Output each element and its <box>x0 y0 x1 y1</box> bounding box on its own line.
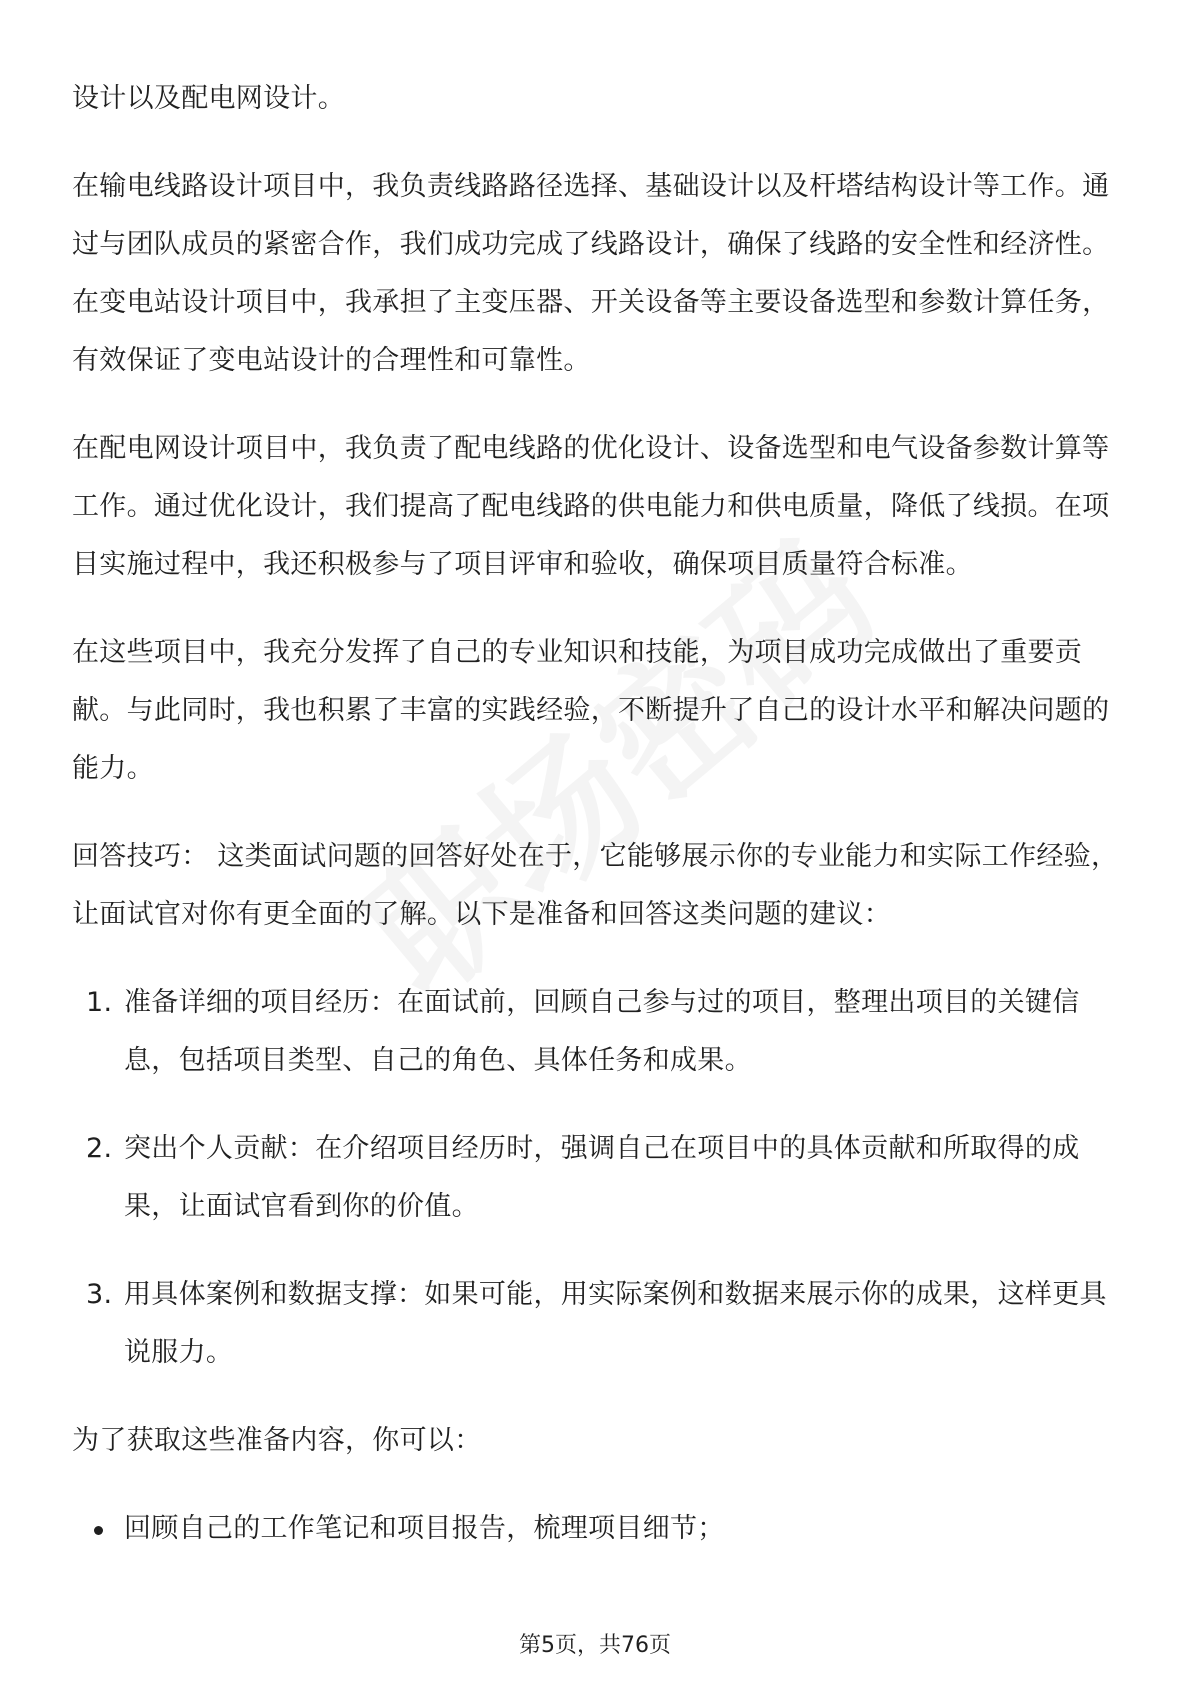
list-number: 3. <box>86 1279 113 1310</box>
bullet-list <box>72 1500 1132 1558</box>
paragraph: 在输电线路设计项目中，我负责线路路径选择、基础设计以及杆塔结构设计等工作。通过与团队成员的紧密合作，我们成功完成了线路设计，确保了线路的安全性和经济性。在变电站设计项目中，我承担了主变压器、开关设备等主要设备选型和参数计算任务，有效保证了变电站设计的合理性和可靠性。 <box>72 171 1110 376</box>
list-item-text: 回顾自己的工作笔记和项目报告，梳理项目细节； <box>124 1513 725 1544</box>
document-body <box>72 70 1132 1588</box>
list-item <box>72 1266 1132 1382</box>
paragraph: 设计以及配电网设计。 <box>72 83 345 114</box>
bullet-dot-icon <box>94 1526 103 1535</box>
list-item <box>72 1120 1132 1236</box>
paragraph: 在这些项目中，我充分发挥了自己的专业知识和技能，为项目成功完成做出了重要贡献。与此同时，我也积累了丰富的实践经验，不断提升了自己的设计水平和解决问题的能力。 <box>72 637 1110 784</box>
paragraph: 为了获取这些准备内容，你可以： <box>72 1425 482 1456</box>
answer-tips-intro: 回答技巧： 这类面试问题的回答好处在于，它能够展示你的专业能力和实际工作经验，让面试官对你有更全面的了解。以下是准备和回答这类问题的建议： <box>72 841 1119 930</box>
paragraph: 在配电网设计项目中，我负责了配电线路的优化设计、设备选型和电气设备参数计算等工作。通过优化设计，我们提高了配电线路的供电能力和供电质量，降低了线损。在项目实施过程中，我还积极参与了项目评审和验收，确保项目质量符合标准。 <box>72 433 1110 580</box>
tips-list <box>72 974 1132 1382</box>
list-item <box>72 1500 1132 1558</box>
list-item <box>72 974 1132 1090</box>
page-number: 第5页，共76页 <box>519 1633 671 1658</box>
list-number: 2. <box>86 1133 113 1164</box>
list-item-text: 突出个人贡献：在介绍项目经历时，强调自己在项目中的具体贡献和所取得的成果，让面试官看到你的价值。 <box>124 1133 1080 1222</box>
list-item-text: 用具体案例和数据支撑：如果可能，用实际案例和数据来展示你的成果，这样更具说服力。 <box>124 1279 1107 1368</box>
list-number: 1. <box>86 987 113 1018</box>
list-item-text: 准备详细的项目经历：在面试前，回顾自己参与过的项目，整理出项目的关键信息，包括项目类型、自己的角色、具体任务和成果。 <box>124 987 1080 1076</box>
